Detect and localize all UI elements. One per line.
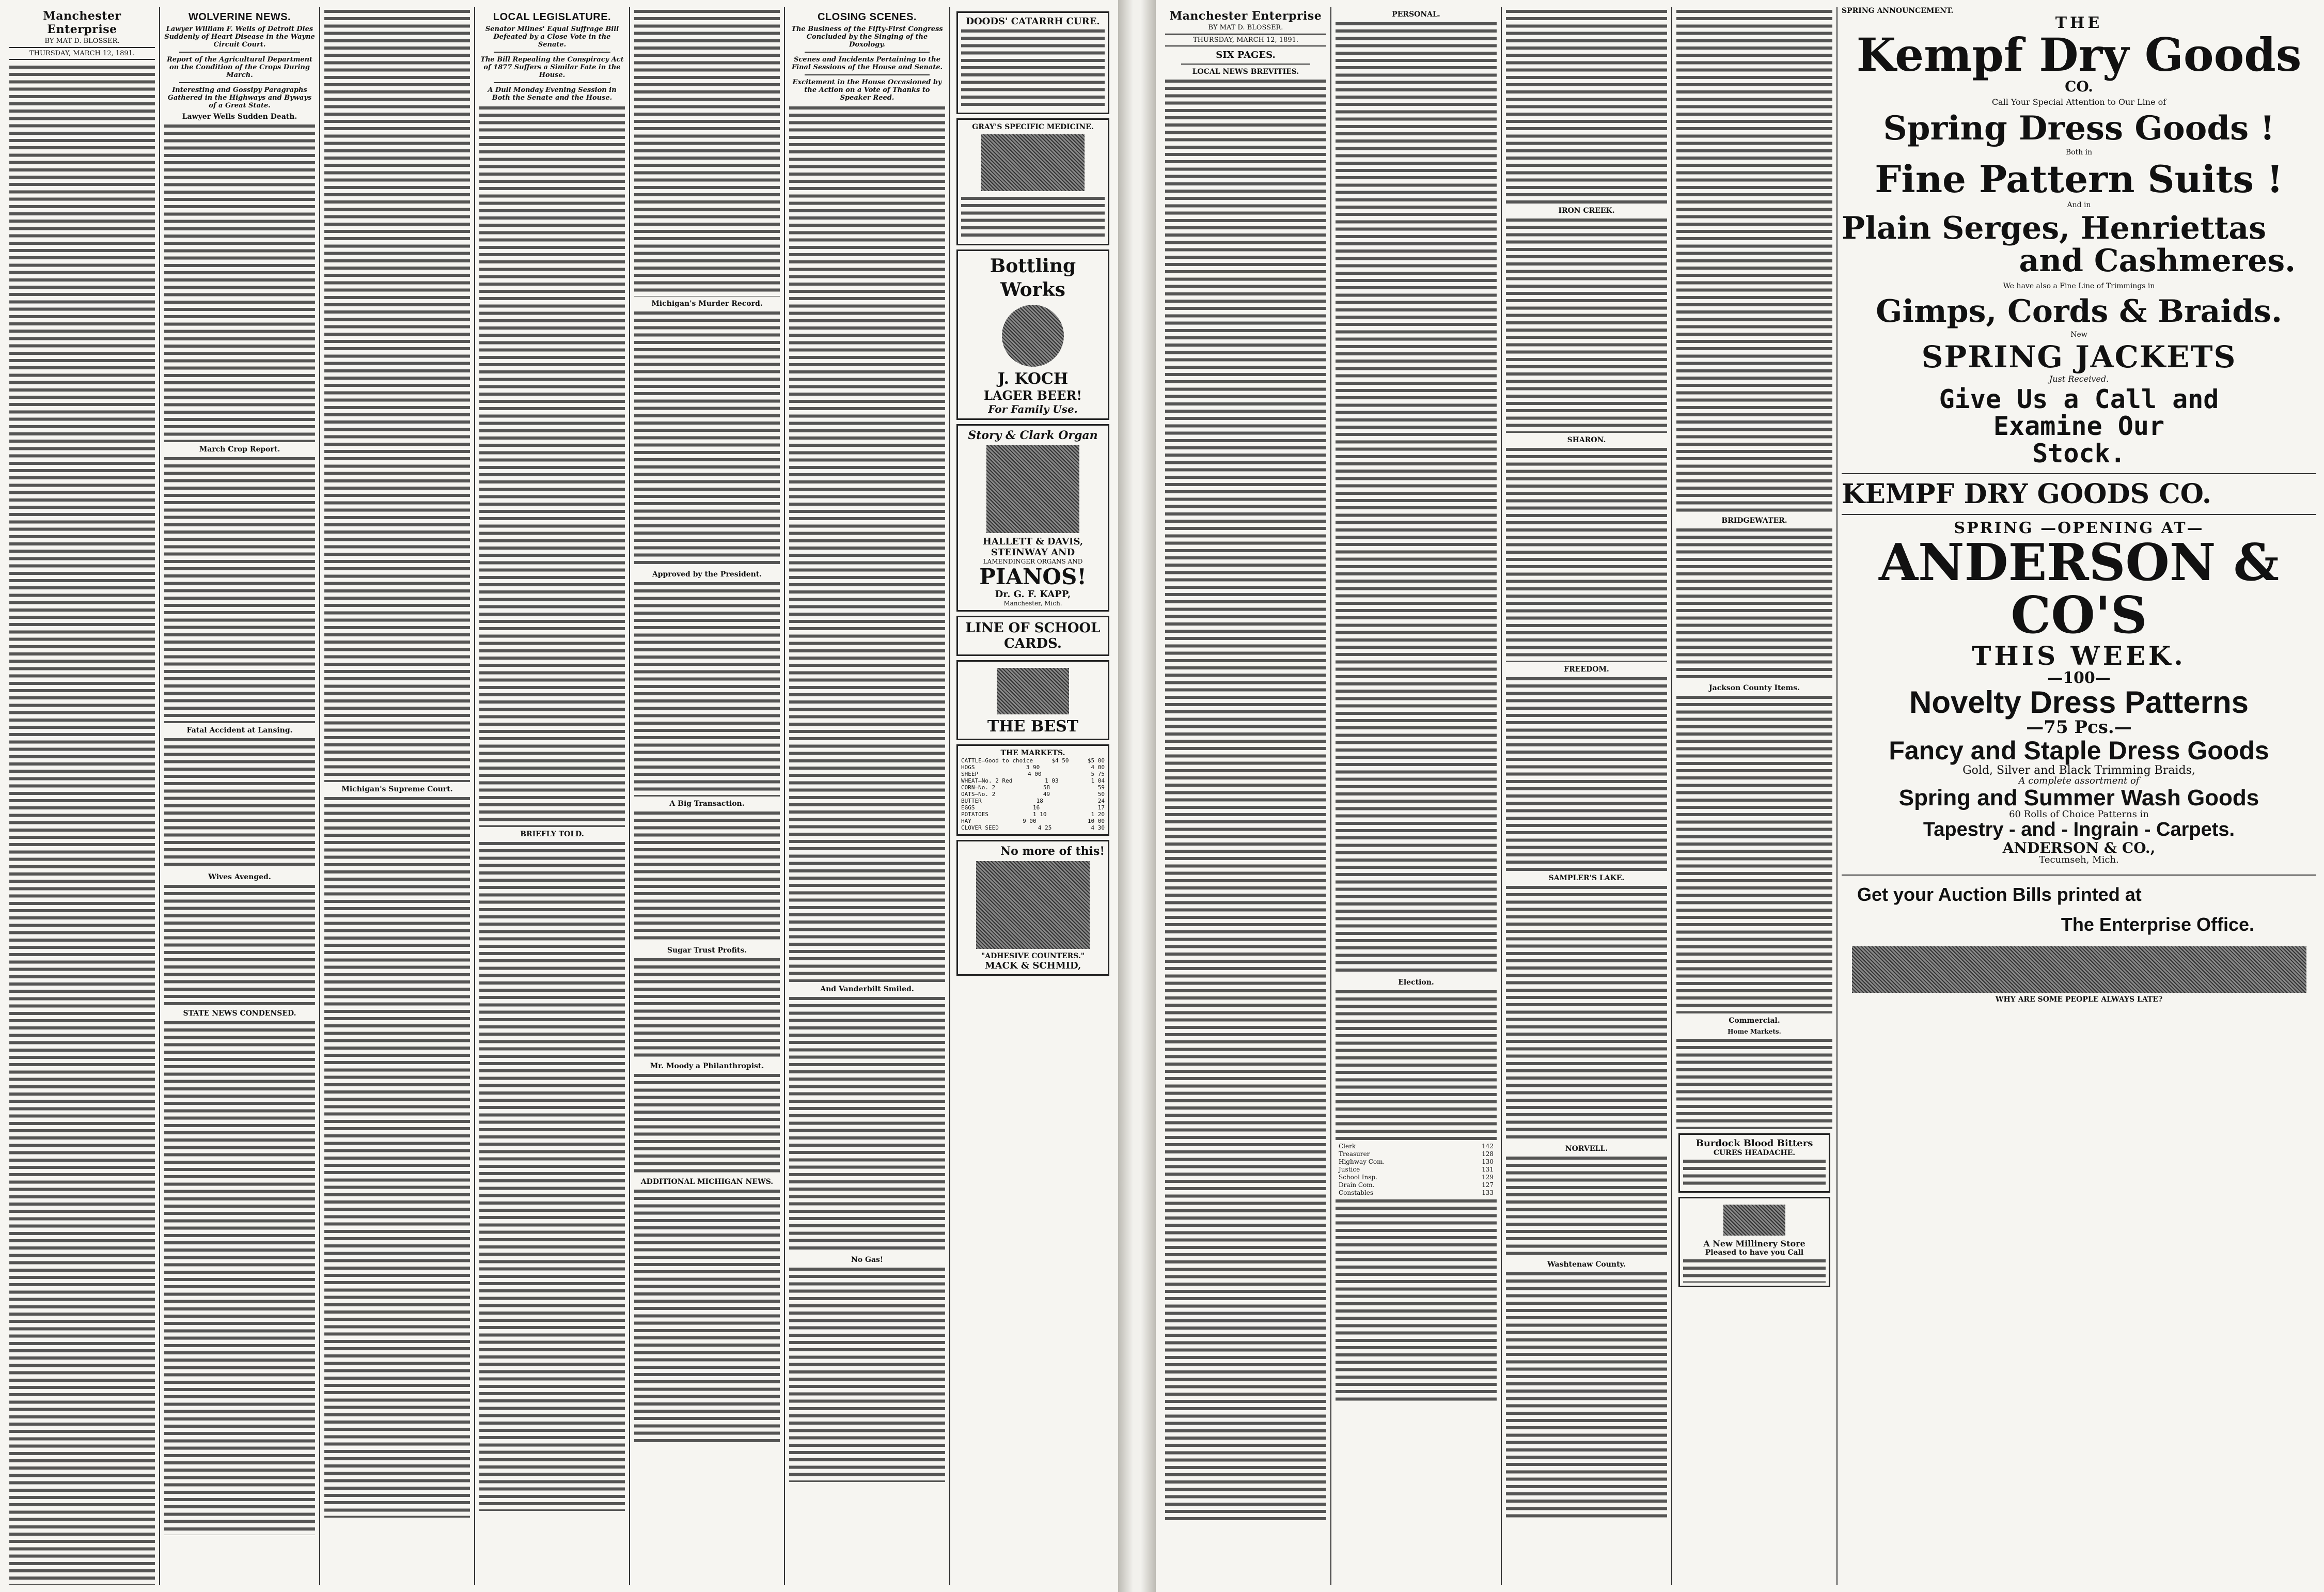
article-text	[634, 1071, 780, 1175]
burdock-bitters-ad	[1678, 1133, 1830, 1193]
byline: BY MAT D. BLOSSER.	[44, 37, 120, 45]
left-column-2	[160, 7, 320, 1585]
ad-name: J. KOCH	[997, 370, 1069, 388]
market-item: BUTTER	[961, 798, 982, 804]
section-title: NORVELL.	[1565, 1145, 1608, 1153]
article-text	[634, 580, 780, 797]
vote-count: 142	[1482, 1143, 1494, 1150]
ad-by: Dr. G. F. KAPP,	[995, 589, 1071, 600]
market-item: CORN—No. 2	[961, 784, 996, 791]
office-name: Drain Com.	[1339, 1181, 1375, 1189]
ad-sub: "ADHESIVE COUNTERS."	[981, 952, 1085, 960]
section-title: SAMPLER'S LAKE.	[1548, 874, 1625, 882]
ad-tagline: For Family Use.	[988, 403, 1078, 415]
market-price: 1 03	[1045, 777, 1059, 784]
markets-rows	[961, 757, 1105, 831]
section-title: Washtenaw County.	[1547, 1260, 1626, 1269]
market-row	[961, 771, 1105, 777]
headline-deck: The Business of the Fifty-First Congress Concluded by the Singing of the Doxology.	[791, 25, 943, 49]
article-text	[1506, 883, 1667, 1142]
section-title: STATE NEWS CONDENSED.	[183, 1009, 296, 1018]
ad-name: MACK & SCHMID,	[984, 960, 1081, 971]
article-text	[164, 882, 315, 1006]
local-legislature-headline: LOCAL LEGISLATURE.	[493, 11, 611, 23]
market-item: HOGS	[961, 764, 975, 771]
byline: BY MAT D. BLOSSER.	[1208, 24, 1283, 32]
office-name: Clerk	[1339, 1143, 1356, 1150]
section-title: IRON CREEK.	[1558, 207, 1615, 215]
market-price: 24	[1097, 798, 1105, 804]
this-week: THIS WEEK.	[1972, 641, 2186, 672]
article-text	[164, 736, 315, 870]
examine-our: Examine Our	[1993, 411, 2165, 442]
section-title: BRIEFLY TOLD.	[520, 830, 584, 838]
spring-opening-at: SPRING —OPENING AT—	[1954, 519, 2204, 538]
section-title: Michigan's Murder Record.	[651, 300, 763, 308]
market-row	[961, 784, 1105, 791]
market-price: 4 30	[1091, 824, 1105, 831]
office-name: Highway Com.	[1339, 1158, 1385, 1165]
ad-sub: CURES HEADACHE.	[1713, 1149, 1796, 1157]
section-title: Commercial.	[1729, 1017, 1780, 1025]
market-row	[961, 818, 1105, 824]
anderson-location: Tecumseh, Mich.	[2039, 854, 2119, 865]
office-name: Justice	[1339, 1166, 1360, 1173]
article-text	[1506, 1270, 1667, 1518]
ad-big: LINE OF SCHOOL CARDS.	[965, 620, 1101, 651]
market-item: WHEAT—No. 2 Red	[961, 777, 1013, 784]
article-text	[479, 104, 625, 827]
school-cards-ad	[956, 616, 1109, 656]
right-column-3	[1502, 7, 1672, 1585]
article-text	[634, 956, 780, 1059]
gimps-cords-braids: Gimps, Cords & Braids.	[1876, 293, 2282, 330]
market-item: POTATOES	[961, 811, 988, 818]
kempf-co: CO.	[2065, 77, 2093, 95]
vote-count: 133	[1482, 1189, 1494, 1196]
stock: Stock.	[2032, 438, 2126, 469]
stove-engraving-icon	[997, 668, 1069, 714]
market-price: $5 00	[1087, 757, 1105, 764]
headline-deck: The Bill Repealing the Conspiracy Act of 1877 Suffers a Similar Fate in the House.	[480, 56, 624, 79]
divider	[494, 52, 610, 53]
section-title: No Gas!	[851, 1256, 884, 1264]
right-column-5-dry-goods	[1838, 7, 2320, 1585]
trimming-braids: Gold, Silver and Black Trimming Braids,	[1962, 763, 2195, 777]
section-title: March Crop Report.	[199, 445, 280, 454]
article-text	[1676, 7, 1832, 513]
vote-count: 127	[1482, 1181, 1494, 1189]
and-in: And in	[2067, 201, 2091, 210]
market-item: HAY	[961, 818, 971, 824]
spring-announcement: SPRING ANNOUNCEMENT.	[1842, 7, 1954, 15]
market-price: 4 00	[1028, 771, 1042, 777]
market-row	[961, 791, 1105, 798]
ad-sub: LAMENDINGER ORGANS AND	[983, 558, 1083, 565]
divider	[1842, 473, 2316, 474]
trimmings-line: We have also a Fine Line of Trimmings in	[2003, 282, 2155, 290]
article-text	[324, 794, 470, 1518]
beer-bottle-icon	[1002, 305, 1064, 367]
give-us-a-call: Give Us a Call and	[1939, 384, 2219, 414]
six-pages-label: SIX PAGES.	[1216, 50, 1276, 60]
article-text	[1676, 526, 1832, 681]
section-title: Home Markets.	[1728, 1028, 1781, 1035]
spring-dress-goods: Spring Dress Goods !	[1883, 108, 2275, 148]
ad-name: HALLETT & DAVIS,	[982, 536, 1084, 547]
market-row	[961, 824, 1105, 831]
election-row	[1336, 1181, 1497, 1189]
masthead: Manchester Enterprise	[1169, 9, 1322, 23]
market-price: 59	[1097, 784, 1105, 791]
market-row	[961, 804, 1105, 811]
count-100: —100—	[2047, 668, 2111, 687]
ad-headline: Bottling Works	[990, 255, 1076, 301]
ad-big: PIANOS!	[979, 564, 1087, 589]
section-title: SHARON.	[1567, 436, 1606, 444]
divider	[805, 52, 930, 53]
vote-count: 129	[1482, 1174, 1494, 1181]
section-title: Election.	[1398, 978, 1434, 987]
section-title: Approved by the President.	[652, 570, 762, 579]
section-title: Lawyer Wells Sudden Death.	[182, 113, 297, 121]
divider	[1181, 64, 1310, 65]
market-item: SHEEP	[961, 771, 979, 777]
market-price: 3 90	[1026, 764, 1040, 771]
market-price: 17	[1097, 804, 1105, 811]
section-title: PERSONAL.	[1392, 10, 1440, 19]
election-row	[1336, 1166, 1497, 1174]
market-price: 18	[1036, 798, 1043, 804]
market-price: 10 00	[1087, 818, 1105, 824]
headline-deck: Report of the Agricultural Department on the Condition of the Crops During March.	[166, 56, 313, 79]
dogs-engraving-icon	[1852, 946, 2306, 993]
section-title: Wives Avenged.	[208, 873, 271, 881]
headline-deck: Excitement in the House Occasioned by the Action on a Vote of Thanks to Speaker Reed.	[792, 79, 942, 102]
ad-headline: Story & Clark Organ	[968, 429, 1098, 442]
count-75: —75 Pcs.—	[2026, 717, 2132, 738]
right-column-2	[1331, 7, 1502, 1585]
anderson-cos-title: ANDERSON & CO'S	[1878, 533, 2280, 646]
divider	[1842, 514, 2316, 515]
market-price: 5 75	[1091, 771, 1105, 777]
market-item: EGGS	[961, 804, 975, 811]
catarrh-cure-ad	[956, 11, 1109, 114]
article-text	[789, 104, 945, 982]
market-price: 49	[1043, 791, 1050, 798]
right-newspaper-page	[1156, 0, 2324, 1592]
divider	[179, 82, 300, 83]
portrait-engraving-icon	[981, 134, 1085, 191]
markets-title: THE MARKETS.	[1000, 749, 1065, 757]
dateline: THURSDAY, MARCH 12, 1891.	[9, 47, 155, 60]
election-row	[1336, 1189, 1497, 1197]
left-column-6	[785, 7, 950, 1585]
headline-deck: Lawyer William F. Wells of Detroit Dies Suddenly of Heart Disease in the Wayne Circuit Court.	[164, 25, 315, 49]
kempf-dry-goods-title: Kempf Dry Goods	[1856, 28, 2302, 82]
left-column-5	[630, 7, 785, 1585]
article-text	[479, 839, 625, 1511]
section-title: LOCAL NEWS BREVITIES.	[1192, 68, 1299, 76]
piano-organ-ad	[956, 424, 1109, 612]
umbrella-engraving-icon	[976, 861, 1090, 949]
section-title: Fatal Accident at Lansing.	[186, 726, 293, 735]
fancy-staple: Fancy and Staple Dress Goods	[1889, 736, 2269, 766]
ad-text	[1683, 1257, 1826, 1283]
office-name: Constables	[1339, 1189, 1374, 1196]
article-text	[164, 455, 315, 723]
market-price: 4 00	[1091, 764, 1105, 771]
election-row	[1336, 1158, 1497, 1166]
ad-sub: Pleased to have you Call	[1705, 1248, 1804, 1257]
ad-big: THE BEST	[987, 717, 1079, 736]
market-price: 16	[1033, 804, 1040, 811]
masthead: Manchester Enterprise	[43, 9, 121, 36]
left-column-7-ads	[950, 7, 1116, 1585]
article-text	[1165, 77, 1326, 1523]
section-title: A Big Transaction.	[669, 800, 745, 808]
article-text	[634, 809, 780, 943]
ad-big: No more of this!	[1000, 845, 1105, 858]
ad-the: THE	[2055, 13, 2103, 32]
article-text	[1506, 216, 1667, 433]
market-price: 58	[1043, 784, 1050, 791]
cashmeres: and Cashmeres.	[2019, 242, 2296, 279]
market-item: OATS—No. 2	[961, 791, 996, 798]
article-text	[634, 1187, 780, 1445]
kempf-tagline: Call Your Special Attention to Our Line of	[1991, 97, 2166, 107]
election-row	[1336, 1143, 1497, 1150]
just-received: Just Received.	[2049, 374, 2109, 384]
carpets: Tapestry - and - Ingrain - Carpets.	[1923, 818, 2235, 840]
spring-jackets: SPRING JACKETS	[1921, 339, 2237, 375]
kempf-dry-goods-footer: KEMPF DRY GOODS CO.	[1842, 478, 2211, 510]
market-price: 1 10	[1032, 811, 1047, 818]
article-text	[789, 1265, 945, 1482]
vote-count: 131	[1482, 1166, 1494, 1173]
why-late-caption: WHY ARE SOME PEOPLE ALWAYS LATE?	[1995, 995, 2163, 1004]
headline-deck: Interesting and Gossipy Paragraphs Gathered in the Highways and Byways of a Great State.	[167, 86, 312, 110]
best-ad	[956, 660, 1109, 740]
election-row	[1336, 1174, 1497, 1181]
ad-text	[1683, 1157, 1826, 1188]
ad-title: A New Millinery Store	[1703, 1239, 1805, 1248]
divider	[179, 52, 300, 53]
left-newspaper-page	[0, 0, 1118, 1592]
dateline: THURSDAY, MARCH 12, 1891.	[1165, 34, 1326, 46]
section-title: ADDITIONAL MICHIGAN NEWS.	[640, 1178, 774, 1186]
office-name: School Insp.	[1339, 1174, 1377, 1181]
vote-count: 128	[1482, 1150, 1494, 1158]
election-results	[1336, 1143, 1497, 1197]
market-price: $4 50	[1051, 757, 1069, 764]
right-column-4	[1672, 7, 1838, 1585]
article-text	[1506, 675, 1667, 871]
article-text	[789, 994, 945, 1253]
page-gutter	[1118, 0, 1156, 1592]
auction-bills: Get your Auction Bills printed at	[1857, 883, 2142, 905]
article-text	[634, 7, 780, 296]
market-row	[961, 798, 1105, 804]
plain-serges: Plain Serges, Henriettas	[1842, 210, 2267, 246]
vote-count: 130	[1482, 1158, 1494, 1165]
divider	[1842, 875, 2316, 876]
election-row	[1336, 1150, 1497, 1158]
divider	[805, 74, 930, 75]
article-text	[634, 309, 780, 567]
section-title: Michigan's Supreme Court.	[341, 785, 453, 793]
ad-sub: STEINWAY AND	[991, 547, 1075, 558]
market-row	[961, 764, 1105, 771]
ad-text	[961, 27, 1105, 110]
left-column-4	[475, 7, 630, 1585]
market-price: 50	[1097, 791, 1105, 798]
right-column-1	[1161, 7, 1331, 1585]
headline-deck: Scenes and Incidents Pertaining to the Final Sessions of the House and Senate.	[791, 56, 943, 71]
left-column-1	[5, 7, 160, 1585]
ad-title: DOODS' CATARRH CURE.	[966, 16, 1100, 27]
ad-text	[961, 194, 1105, 241]
section-title: Sugar Trust Profits.	[667, 946, 747, 955]
office-name: Treasurer	[1339, 1150, 1370, 1158]
wash-goods: Spring and Summer Wash Goods	[1898, 785, 2259, 810]
section-title: Mr. Moody a Philanthropist.	[650, 1062, 764, 1070]
anderson-co-footer: ANDERSON & CO.,	[2002, 839, 2156, 856]
article-text	[324, 7, 470, 782]
millinery-store-ad	[1678, 1197, 1830, 1287]
market-price: 4 25	[1038, 824, 1052, 831]
article-text	[1336, 1197, 1497, 1403]
hat-engraving-icon	[1723, 1205, 1785, 1236]
wolverine-news-headline: WOLVERINE NEWS.	[188, 11, 291, 23]
article-text	[164, 1019, 315, 1535]
article-text	[1506, 7, 1667, 204]
section-title: And Vanderbilt Smiled.	[820, 985, 914, 993]
section-title: FREEDOM.	[1564, 665, 1609, 674]
headline-deck: Senator Milnes' Equal Suffrage Bill Defeated by a Close Vote in the Senate.	[485, 25, 619, 49]
article-text	[164, 122, 315, 442]
novelty-dress-patterns: Novelty Dress Patterns	[1909, 685, 2249, 720]
editorial-text	[9, 63, 155, 1585]
market-row	[961, 811, 1105, 818]
both-in: Both in	[2065, 148, 2093, 157]
article-text	[1336, 988, 1497, 1143]
complete-assortment: A complete assortment of	[2018, 775, 2140, 786]
article-text	[1676, 1036, 1832, 1129]
new-label: New	[2070, 330, 2087, 339]
market-row	[961, 777, 1105, 784]
article-text	[1506, 1154, 1667, 1257]
market-price: 1 20	[1091, 811, 1105, 818]
markets-table	[956, 744, 1109, 836]
market-item: CLOVER SEED	[961, 824, 999, 831]
article-text	[1506, 445, 1667, 662]
article-text	[1676, 693, 1832, 1013]
section-title: BRIDGEWATER.	[1721, 517, 1787, 525]
market-price: 1 04	[1091, 777, 1105, 784]
organ-engraving-icon	[986, 445, 1079, 533]
fine-pattern-suits: Fine Pattern Suits !	[1875, 157, 2283, 201]
adhesive-counters-ad	[956, 840, 1109, 976]
bottling-works-ad	[956, 249, 1109, 420]
market-item: CATTLE—Good to choice	[961, 757, 1033, 764]
ad-location: Manchester, Mich.	[1003, 600, 1062, 607]
rolls-patterns: 60 Rolls of Choice Patterns in	[2009, 808, 2149, 820]
article-text	[1336, 20, 1497, 975]
ad-title: Burdock Blood Bitters	[1695, 1138, 1813, 1149]
closing-scenes-headline: CLOSING SCENES.	[818, 11, 917, 23]
market-row	[961, 757, 1105, 764]
divider	[494, 82, 610, 83]
headline-deck: A Dull Monday Evening Session in Both the Senate and the House.	[488, 86, 617, 102]
grays-medicine-ad	[956, 118, 1109, 245]
ad-product: LAGER BEER!	[984, 388, 1082, 403]
left-column-3	[320, 7, 475, 1585]
section-title: Jackson County Items.	[1709, 684, 1800, 692]
market-price: 9 00	[1023, 818, 1037, 824]
enterprise-office: The Enterprise Office.	[2061, 913, 2254, 935]
ad-title: GRAY'S SPECIFIC MEDICINE.	[972, 123, 1094, 131]
